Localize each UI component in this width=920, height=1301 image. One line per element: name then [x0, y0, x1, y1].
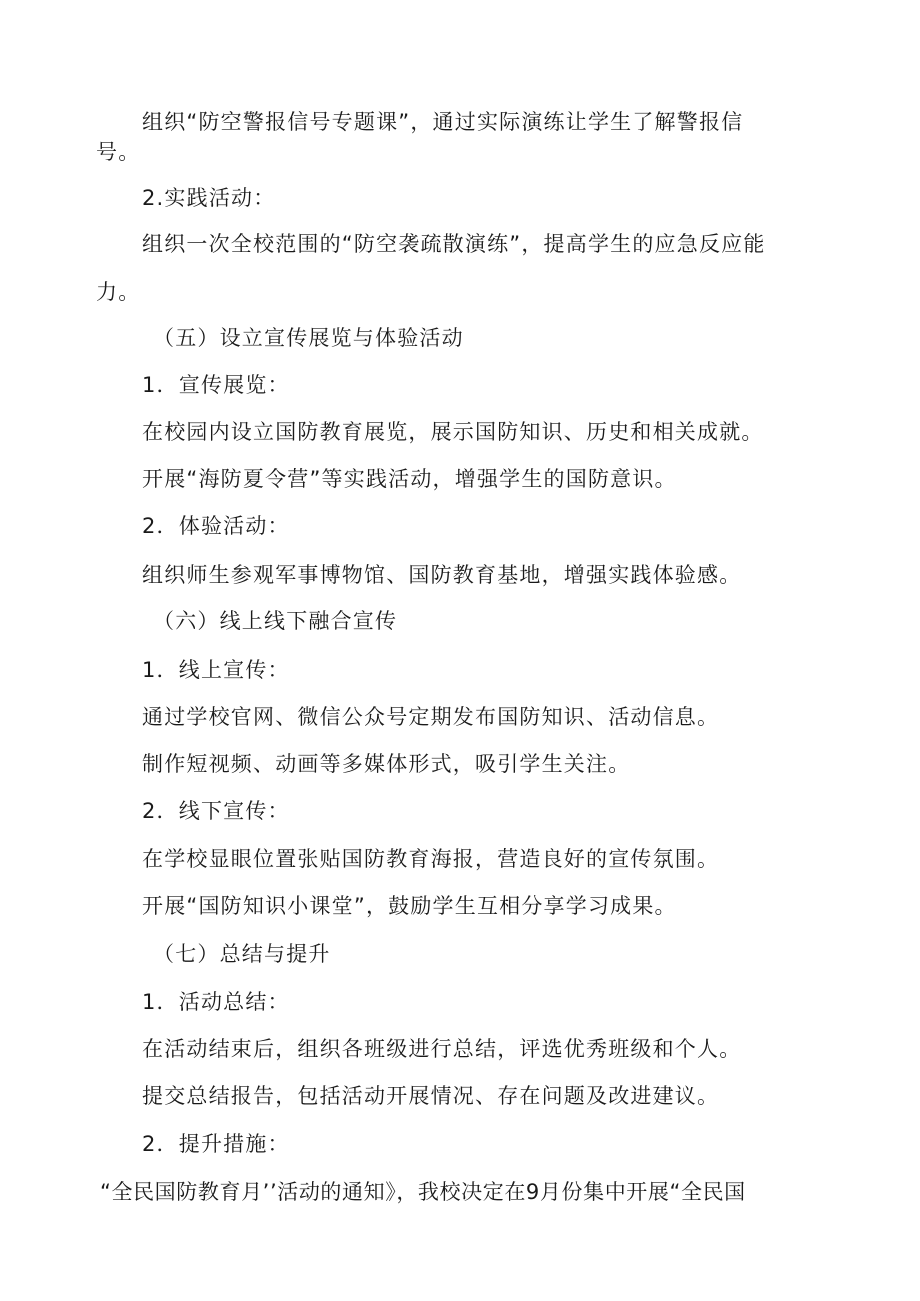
paragraph-line: 提交总结报告，包括活动开展情况、存在问题及改进建议。	[142, 1084, 720, 1108]
section-heading: 2.实践活动：	[142, 186, 276, 210]
paragraph-line: 组织“防空警报信号专题课”，通过实际演练让学生了解警报信	[142, 110, 744, 134]
section-heading: （五）设立宣传展览与体验活动	[153, 326, 464, 350]
subsection-heading: 1．宣传展览：	[142, 373, 290, 397]
paragraph-line: 通过学校官网、微信公众号定期发布国防知识、活动信息。	[142, 705, 720, 729]
paragraph-line: 在校园内设立国防教育展览，展示国防知识、历史和相关成就。	[142, 420, 764, 444]
subsection-heading: 2．体验活动：	[142, 514, 290, 538]
paragraph-line: 制作短视频、动画等多媒体形式，吸引学生关注。	[142, 752, 631, 776]
paragraph-line: “全民国防教育月’’活动的通知》，我校决定在9月份集中开展“全民国	[100, 1180, 746, 1204]
subsection-heading: 2．线下宣传：	[142, 799, 290, 823]
paragraph-line: 组织一次全校范围的“防空袭疏散演练”，提高学生的应急反应能	[142, 232, 766, 256]
paragraph-line: 在活动结束后，组织各班级进行总结，评选优秀班级和个人。	[142, 1037, 742, 1061]
paragraph-line: 开展“海防夏令营”等实践活动，增强学生的国防意识。	[142, 467, 677, 491]
subsection-heading: 1．活动总结：	[142, 990, 290, 1014]
section-heading: （七）总结与提升	[153, 942, 331, 966]
paragraph-line: 号。	[96, 140, 141, 164]
paragraph-line: 开展“国防知识小课堂”，鼓励学生互相分享学习成果。	[142, 894, 677, 918]
paragraph-line: 力。	[96, 280, 141, 304]
paragraph-line: 在学校显眼位置张贴国防教育海报，营造良好的宣传氛围。	[142, 847, 720, 871]
paragraph-line: 组织师生参观军事博物馆、国防教育基地，增强实践体验感。	[142, 563, 742, 587]
subsection-heading: 2．提升措施：	[142, 1132, 290, 1156]
subsection-heading: 1．线上宣传：	[142, 658, 290, 682]
section-heading: （六）线上线下融合宣传	[153, 609, 398, 633]
